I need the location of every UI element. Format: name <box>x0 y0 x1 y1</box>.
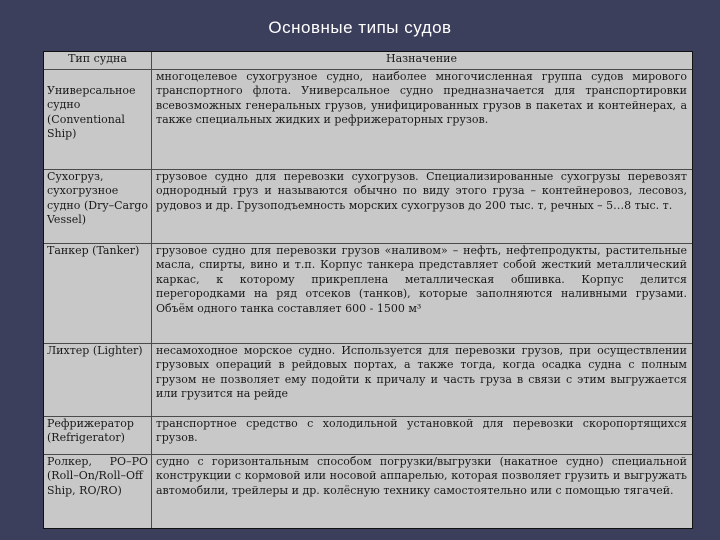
ship-type-text: Сухогруз, сухогрузное судно (Dry–Cargo Vessel) <box>47 170 148 227</box>
purpose-text: транспортное средство с холодильной установкой для перевозки скоропортящихся грузов. <box>156 417 687 445</box>
purpose-text: многоцелевое сухогрузное судно, наиболее многочисленная группа судов мирового транспортного флота. Универсальное судно предназначается для транспортировки всевозможных генеральных грузов, унифицированных грузов в пакетах и контейнерах, а также специальных жидких и рефрижераторных грузов. <box>156 70 687 127</box>
header-purpose: Назначение <box>386 52 457 65</box>
ship-type-text: Рефрижератор (Refrigerator) <box>47 417 134 445</box>
table-header-row <box>44 52 692 69</box>
ship-type-cell <box>44 70 152 169</box>
purpose-cell <box>152 170 692 243</box>
table-row <box>44 243 692 343</box>
purpose-cell <box>152 70 692 169</box>
slide-title: Основные типы судов <box>268 18 452 37</box>
header-type: Тип судна <box>44 52 152 69</box>
purpose-cell <box>152 417 692 454</box>
ship-type-cell <box>44 170 152 243</box>
purpose-text: несамоходное морское судно. Используется для перевозки грузов, при осуществлении грузовых операций в рейдовых портах, а также тогда, когда осадка судна с полным грузом не позволяет ему подойти к причалу и часть груза в связи с этим выгружается или грузится на рейде <box>156 344 687 401</box>
purpose-text: грузовое судно для перевозки сухогрузов. Специализированные сухогрузы перевозят однородный груз и называются обычно по виду этого груза – контейнеровоз, лесовоз, рудовоз и др. Грузоподъемность морских сухогрузов до 200 тыс. т, речных – 5…8 тыс. т. <box>156 170 687 212</box>
ship-type-cell <box>44 455 152 528</box>
ship-type-text: Лихтер (Lighter) <box>47 344 143 357</box>
purpose-cell <box>152 244 692 343</box>
purpose-text: грузовое судно для перевозки грузов «наливом» – нефть, нефтепродукты, растительные масла, спирты, вино и т.п. Корпус танкера представляет собой жесткий металлический каркас, к которому прикреплена металлическая обшивка. Корпус делится перегородками на ряд отсеков (танков), которые заполняются наливными грузами. Объём одного танка составляет 600 - 1500 м³ <box>156 244 687 315</box>
ship-types-table <box>43 51 693 529</box>
ship-type-text: Ролкер, РО–РО (Roll–On/Roll–Off Ship, RO/RO) <box>47 455 148 497</box>
table-row <box>44 454 692 528</box>
table-row <box>44 69 692 169</box>
table-row <box>44 416 692 454</box>
ship-type-cell <box>44 244 152 343</box>
ship-type-cell <box>44 344 152 416</box>
ship-type-text: Танкер (Tanker) <box>47 244 140 257</box>
table-row <box>44 169 692 243</box>
ship-type-text: Универсальное судно (Conventional Ship) <box>47 84 136 141</box>
purpose-text: судно с горизонтальным способом погрузки/выгрузки (накатное судно) специальной конструкции с кормовой или носовой аппарелью, которая позволяет грузить и выгружать автомобили, трейлеры и др. колёсную технику самостоятельно или с помощью тягачей. <box>156 455 687 497</box>
ship-type-cell <box>44 417 152 454</box>
table-row <box>44 343 692 416</box>
purpose-cell <box>152 455 692 528</box>
purpose-cell <box>152 344 692 416</box>
